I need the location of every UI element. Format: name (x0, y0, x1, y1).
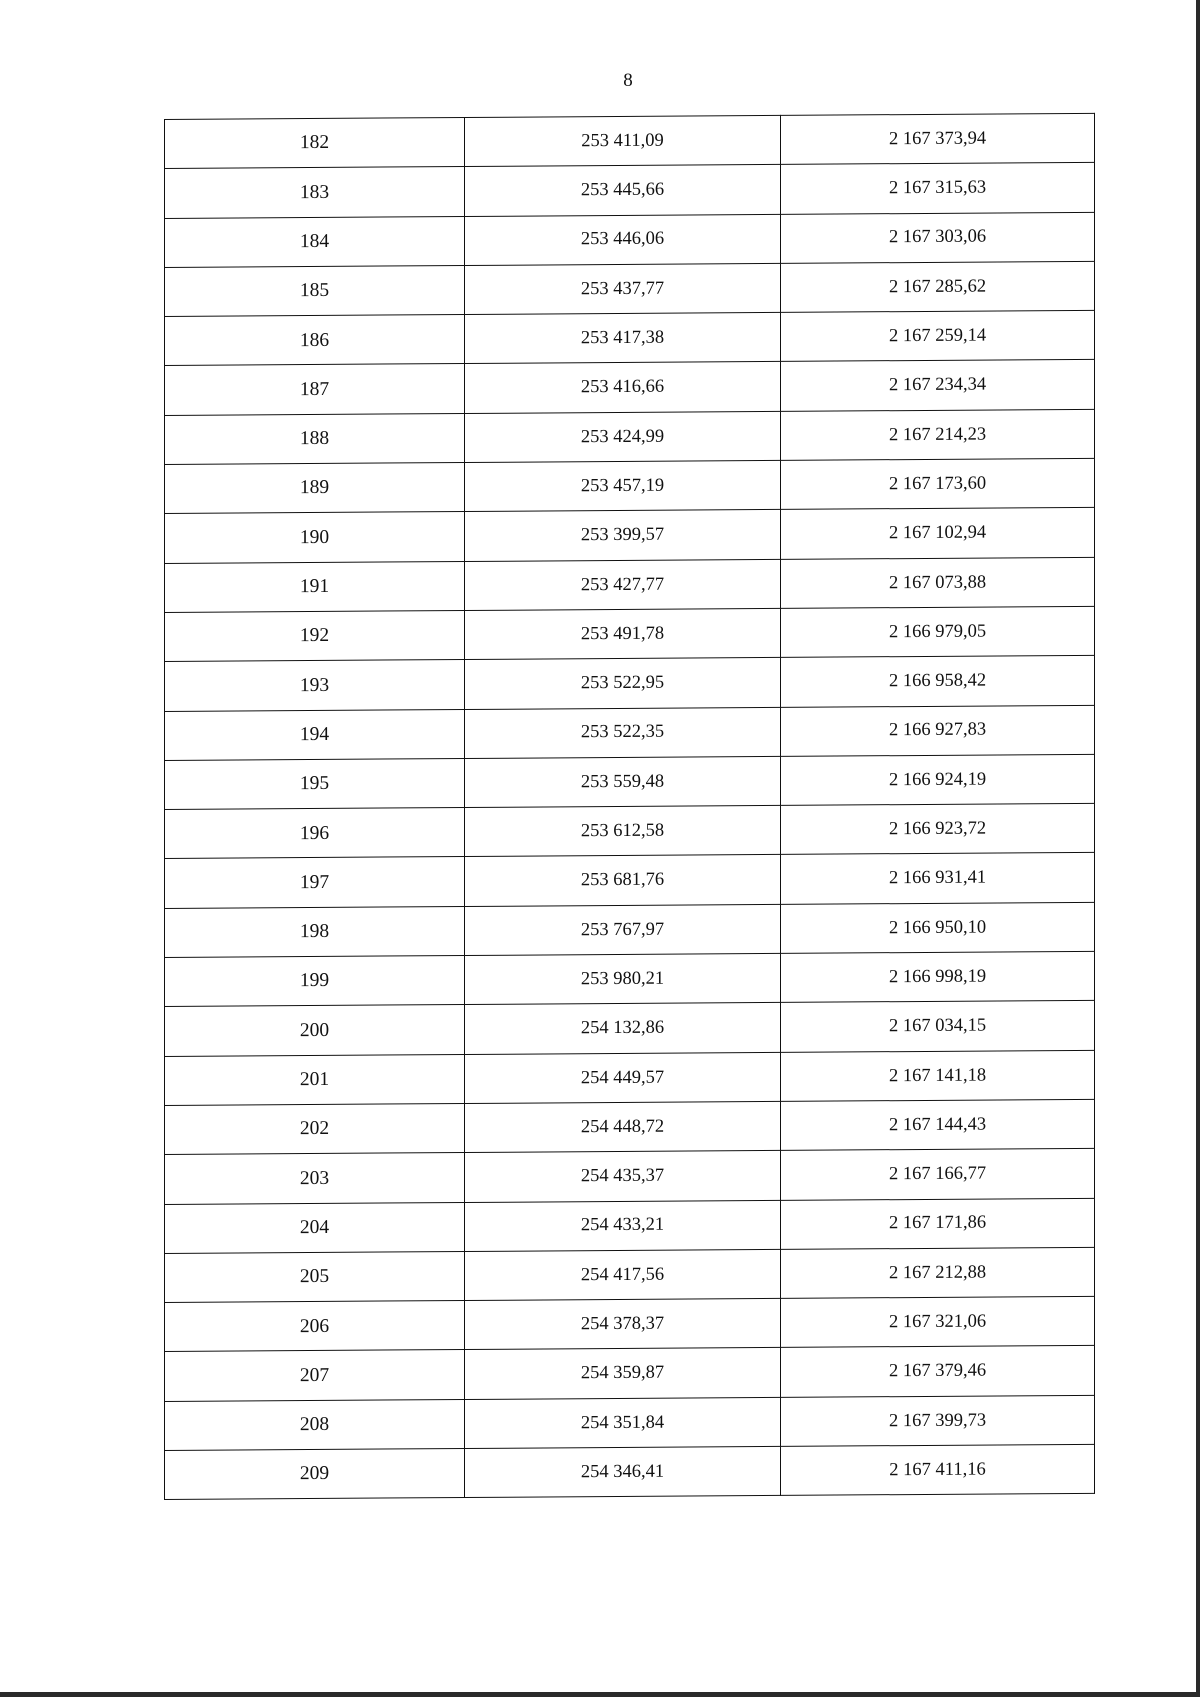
point-number-cell: 197 (165, 857, 465, 908)
point-number-cell: 189 (165, 463, 465, 514)
table-row (165, 261, 1095, 316)
x-coordinate-cell: 253 424,99 (465, 411, 781, 462)
coordinates-table (164, 113, 1095, 1500)
x-coordinate-cell: 253 437,77 (465, 263, 781, 314)
scan-edge-right (1196, 0, 1200, 1697)
table-row (165, 1247, 1095, 1302)
point-number-cell: 192 (165, 610, 465, 661)
x-coordinate-cell: 253 612,58 (465, 806, 781, 857)
table-row (165, 1099, 1095, 1154)
x-coordinate-cell: 253 457,19 (465, 460, 781, 511)
coordinates-table-container (164, 113, 1094, 1500)
point-number-cell: 182 (165, 118, 465, 169)
point-number-cell: 198 (165, 906, 465, 957)
table-row (165, 606, 1095, 661)
x-coordinate-cell: 254 449,57 (465, 1052, 781, 1103)
point-number-cell: 191 (165, 561, 465, 612)
point-number-cell: 202 (165, 1103, 465, 1154)
point-number-cell: 205 (165, 1251, 465, 1302)
y-coordinate-cell: 2 167 379,46 (781, 1346, 1095, 1397)
y-coordinate-cell: 2 167 144,43 (781, 1099, 1095, 1150)
table-row (165, 458, 1095, 513)
y-coordinate-cell: 2 167 102,94 (781, 508, 1095, 559)
y-coordinate-cell: 2 167 373,94 (781, 113, 1095, 164)
point-number-cell: 184 (165, 216, 465, 267)
y-coordinate-cell: 2 167 259,14 (781, 311, 1095, 362)
x-coordinate-cell: 253 522,95 (465, 658, 781, 709)
point-number-cell: 207 (165, 1350, 465, 1401)
y-coordinate-cell: 2 167 212,88 (781, 1247, 1095, 1298)
point-number-cell: 193 (165, 660, 465, 711)
table-row (165, 508, 1095, 563)
x-coordinate-cell: 254 448,72 (465, 1101, 781, 1152)
table-row (165, 656, 1095, 711)
x-coordinate-cell: 254 417,56 (465, 1249, 781, 1300)
table-row (165, 1198, 1095, 1253)
table-row (165, 1444, 1095, 1499)
point-number-cell: 185 (165, 265, 465, 316)
x-coordinate-cell: 254 435,37 (465, 1151, 781, 1202)
y-coordinate-cell: 2 167 315,63 (781, 163, 1095, 214)
y-coordinate-cell: 2 167 285,62 (781, 261, 1095, 312)
y-coordinate-cell: 2 167 171,86 (781, 1198, 1095, 1249)
x-coordinate-cell: 253 681,76 (465, 855, 781, 906)
table-row (165, 113, 1095, 168)
point-number-cell: 200 (165, 1005, 465, 1056)
x-coordinate-cell: 253 427,77 (465, 559, 781, 610)
table-row (165, 1050, 1095, 1105)
point-number-cell: 195 (165, 758, 465, 809)
table-row (165, 754, 1095, 809)
point-number-cell: 209 (165, 1449, 465, 1500)
y-coordinate-cell: 2 167 399,73 (781, 1395, 1095, 1446)
table-row (165, 557, 1095, 612)
y-coordinate-cell: 2 166 979,05 (781, 606, 1095, 657)
y-coordinate-cell: 2 167 166,77 (781, 1149, 1095, 1200)
x-coordinate-cell: 253 417,38 (465, 313, 781, 364)
page-number: 8 (623, 70, 633, 91)
table-row (165, 409, 1095, 464)
table-row (165, 212, 1095, 267)
x-coordinate-cell: 254 351,84 (465, 1397, 781, 1448)
x-coordinate-cell: 254 346,41 (465, 1446, 781, 1497)
point-number-cell: 199 (165, 956, 465, 1007)
y-coordinate-cell: 2 167 411,16 (781, 1444, 1095, 1495)
y-coordinate-cell: 2 167 234,34 (781, 360, 1095, 411)
y-coordinate-cell: 2 167 214,23 (781, 409, 1095, 460)
table-row (165, 705, 1095, 760)
y-coordinate-cell: 2 166 958,42 (781, 656, 1095, 707)
point-number-cell: 187 (165, 364, 465, 415)
x-coordinate-cell: 253 559,48 (465, 756, 781, 807)
y-coordinate-cell: 2 166 927,83 (781, 705, 1095, 756)
table-row (165, 803, 1095, 858)
x-coordinate-cell: 253 446,06 (465, 214, 781, 265)
x-coordinate-cell: 253 399,57 (465, 510, 781, 561)
table-row (165, 853, 1095, 908)
x-coordinate-cell: 253 522,35 (465, 707, 781, 758)
table-row (165, 1149, 1095, 1204)
table-row (165, 951, 1095, 1006)
x-coordinate-cell: 253 416,66 (465, 362, 781, 413)
y-coordinate-cell: 2 166 998,19 (781, 951, 1095, 1002)
y-coordinate-cell: 2 167 303,06 (781, 212, 1095, 263)
table-row (165, 360, 1095, 415)
point-number-cell: 201 (165, 1054, 465, 1105)
table-row (165, 163, 1095, 218)
scan-edge-bottom (0, 1692, 1200, 1697)
table-row (165, 1296, 1095, 1351)
y-coordinate-cell: 2 166 924,19 (781, 754, 1095, 805)
table-row (165, 1395, 1095, 1450)
x-coordinate-cell: 254 132,86 (465, 1003, 781, 1054)
x-coordinate-cell: 253 767,97 (465, 904, 781, 955)
table-row (165, 311, 1095, 366)
x-coordinate-cell: 254 359,87 (465, 1348, 781, 1399)
table-row (165, 1346, 1095, 1401)
y-coordinate-cell: 2 166 923,72 (781, 803, 1095, 854)
x-coordinate-cell: 254 433,21 (465, 1200, 781, 1251)
y-coordinate-cell: 2 167 073,88 (781, 557, 1095, 608)
point-number-cell: 186 (165, 315, 465, 366)
y-coordinate-cell: 2 166 931,41 (781, 853, 1095, 904)
point-number-cell: 183 (165, 167, 465, 218)
point-number-cell: 208 (165, 1399, 465, 1450)
x-coordinate-cell: 253 980,21 (465, 953, 781, 1004)
point-number-cell: 203 (165, 1153, 465, 1204)
y-coordinate-cell: 2 167 034,15 (781, 1001, 1095, 1052)
x-coordinate-cell: 253 445,66 (465, 165, 781, 216)
coordinates-table-body (165, 113, 1095, 1499)
point-number-cell: 190 (165, 512, 465, 563)
x-coordinate-cell: 253 411,09 (465, 115, 781, 166)
point-number-cell: 204 (165, 1202, 465, 1253)
y-coordinate-cell: 2 167 173,60 (781, 458, 1095, 509)
y-coordinate-cell: 2 166 950,10 (781, 902, 1095, 953)
x-coordinate-cell: 253 491,78 (465, 608, 781, 659)
y-coordinate-cell: 2 167 321,06 (781, 1296, 1095, 1347)
x-coordinate-cell: 254 378,37 (465, 1299, 781, 1350)
table-row (165, 902, 1095, 957)
table-row (165, 1001, 1095, 1056)
point-number-cell: 206 (165, 1301, 465, 1352)
y-coordinate-cell: 2 167 141,18 (781, 1050, 1095, 1101)
point-number-cell: 196 (165, 808, 465, 859)
point-number-cell: 194 (165, 709, 465, 760)
point-number-cell: 188 (165, 413, 465, 464)
